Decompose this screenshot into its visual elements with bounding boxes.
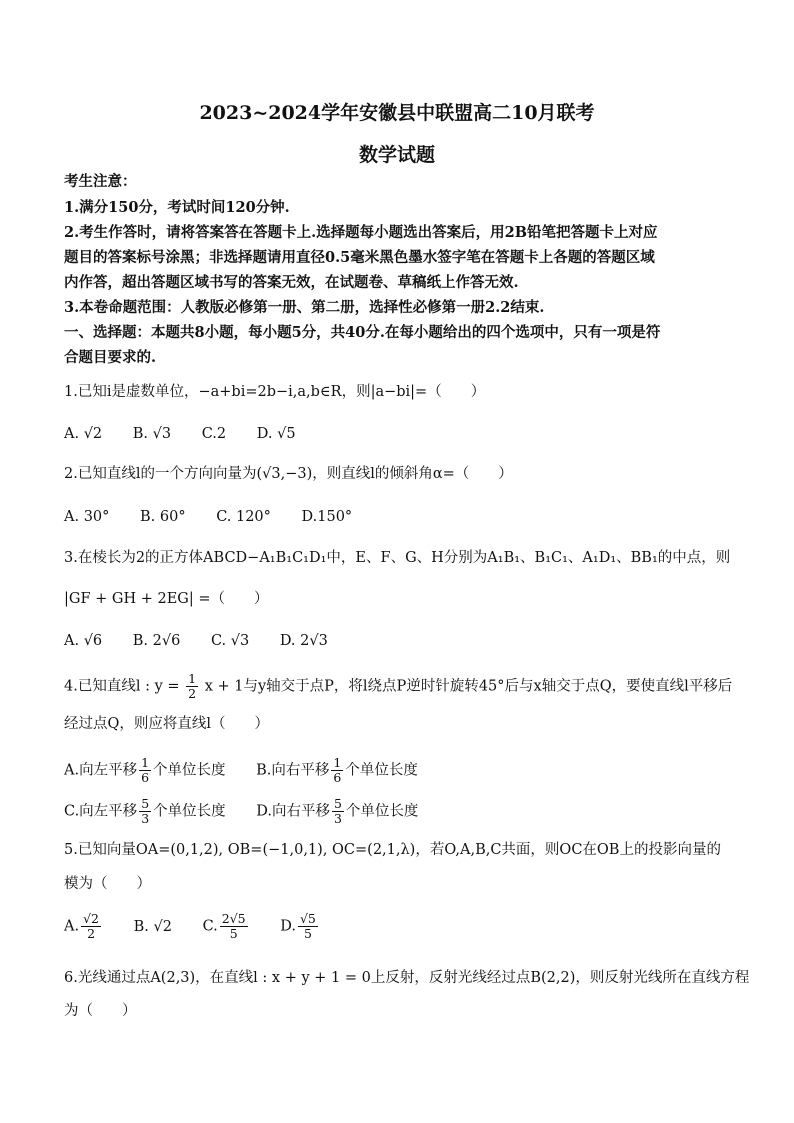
question-6-stem-line-1: 6.光线通过点A(2,3)，在直线l : x + y + 1 = 0上反射，反射光线经过点B(2,2)，则反射光线所在直线方程 [64,970,750,986]
question-5-options [64,912,346,941]
question-2-option-d: D.150° [301,509,353,525]
question-4-option-b [256,756,418,785]
option-fraction [332,797,344,826]
notice-item-2-line-3: 内作答，超出答题区域书写的答案无效，在试题卷、草稿纸上作答无效. [64,274,519,291]
option-fraction [220,912,248,941]
option-text: 个单位长度 [345,803,419,820]
option-fraction [298,912,318,941]
section-heading-line-2: 合题目要求的. [64,349,157,366]
option-text: A.向左平移 [64,762,138,779]
fraction-denominator: 3 [141,811,150,826]
question-2-option-c: C. 120° [216,509,271,525]
notice-item-3: 3.本卷命题范围：人教版必修第一册、第二册，选择性必修第一册2.2结束. [64,299,545,316]
fraction-denominator: 6 [333,770,342,785]
question-1-options [64,424,322,444]
question-4-stem-line-1 [64,672,732,701]
fraction-denominator: 5 [303,926,312,941]
question-3-option-d: D. 2√3 [279,633,328,649]
question-2-options [64,507,378,527]
question-1-option-c: C.2 [201,426,227,442]
option-text: 个单位长度 [153,803,226,820]
question-1-stem: 1.已知i是虚数单位，−a+bi=2b−i,a,b∈R，则|a−bi|=（ ） [64,384,486,400]
question-3-options [64,631,354,651]
fraction-denominator: 2 [87,926,96,941]
fraction-denominator: 5 [229,926,238,941]
fraction-numerator: 1 [333,755,342,770]
question-4-option-d [256,797,418,826]
question-4-options-row-2 [64,797,444,826]
fraction-numerator: 1 [188,671,197,686]
fraction-numerator: 2√5 [221,911,246,926]
option-text: D. [280,918,296,935]
question-4-option-a [64,756,226,785]
fraction-numerator: √2 [83,911,100,926]
fraction-denominator: 2 [188,686,197,701]
notice-heading: 考生注意： [64,173,137,190]
question-4-stem-line-2: 经过点Q，则应将直线l（ ） [64,716,270,732]
question-5-stem-line-1: 5.已知向量OA=(0,1,2), OB=(−1,0,1), OC=(2,1,λ)，若O,A,B,C共面，则OC在OB上的投影向量的 [64,842,721,858]
option-text: A. [64,918,80,935]
option-text: C.向左平移 [64,803,138,820]
option-text: D.向右平移 [256,803,330,820]
question-5-option-d [280,912,320,941]
question-2-option-b: B. 60° [140,509,186,525]
question-4-options-row-1 [64,756,444,785]
fraction-numerator: 1 [141,755,150,770]
question-5-stem-line-2: 模为（ ） [64,876,151,892]
question-1-option-a: A. √2 [64,426,103,442]
question-4-stem-part-b: x + 1与y轴交于点P，将l绕点P逆时针旋转45°后与x轴交于点Q，要使直线l平移后 [204,678,733,695]
option-fraction [81,912,101,941]
question-4-fraction [186,672,198,701]
question-3-option-a: A. √6 [64,633,103,649]
fraction-denominator: 3 [333,811,342,826]
fraction-denominator: 6 [141,770,150,785]
question-2-stem: 2.已知直线l的一个方向向量为(√3,−3)，则直线l的倾斜角α=（ ） [64,466,513,482]
option-text: C. [202,918,218,935]
question-1-option-b: B. √3 [132,426,172,442]
question-3-option-c: C. √3 [210,633,250,649]
option-fraction [331,756,343,785]
question-3-stem-line-1: 3.在棱长为2的正方体ABCD−A₁B₁C₁D₁中，E、F、G、H分别为A₁B₁、B₁C₁、A₁D₁、BB₁的中点，则 [64,550,731,566]
question-5-option-b: B. √2 [133,918,172,935]
exam-subtitle: 数学试题 [358,144,435,166]
option-fraction [139,797,151,826]
section-heading-line-1: 一、选择题：本题共8小题，每小题5分，共40分.在每小题给出的四个选项中，只有一项是符 [64,324,661,341]
question-3-stem-line-2: |GF + GH + 2EG| =（ ） [64,591,269,607]
option-text: B.向右平移 [256,762,330,779]
question-3-option-b: B. 2√6 [132,633,181,649]
fraction-numerator: 5 [333,796,342,811]
question-5-option-a [64,912,103,941]
option-fraction [139,756,151,785]
exam-title: 2023~2024学年安徽县中联盟高二10月联考 [199,102,595,124]
question-5-option-c [203,912,250,941]
question-6-stem-line-2: 为（ ） [64,1003,137,1019]
fraction-numerator: √5 [299,911,316,926]
question-4-option-c [64,797,226,826]
option-text: 个单位长度 [153,762,226,779]
question-2-option-a: A. 30° [64,509,110,525]
notice-item-2-line-1: 2.考生作答时，请将答案答在答题卡上.选择题每小题选出答案后，用2B铅笔把答题卡上对应 [64,224,658,241]
fraction-numerator: 5 [141,796,150,811]
question-1-option-d: D. √5 [256,426,296,442]
notice-item-2-line-2: 题目的答案标号涂黑；非选择题请用直径0.5毫米黑色墨水签字笔在答题卡上各题的答题区域 [64,249,655,266]
option-text: 个单位长度 [345,762,418,779]
notice-item-1: 1.满分150分，考试时间120分钟. [64,199,290,216]
question-4-stem-part-a: 4.已知直线l : y = [64,678,180,695]
